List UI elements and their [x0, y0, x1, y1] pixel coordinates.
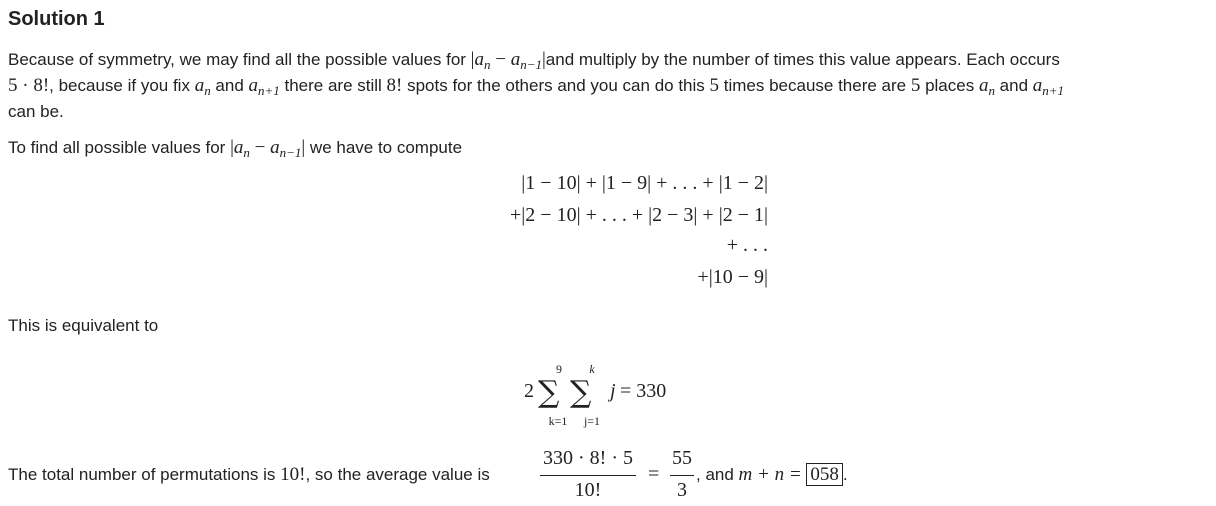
five-eight-factorial: 5 · 8! — [8, 75, 50, 96]
text: there are still — [279, 76, 387, 95]
final-text-1 — [8, 462, 490, 488]
fraction-2-numerator: 55 — [672, 447, 692, 469]
text: , and — [696, 465, 739, 484]
coefficient-two: 2 — [524, 380, 534, 402]
sub-n: n — [204, 83, 211, 98]
abs-bar: | — [301, 137, 306, 158]
text: and multiply by the number of times this value appears. Each occurs — [545, 50, 1060, 69]
sub-n-plus-1: n+1 — [258, 83, 280, 98]
var-a: a — [1032, 75, 1043, 96]
sum-body-j: j — [610, 380, 616, 402]
solution-title: Solution 1 — [8, 8, 105, 30]
sum-result: = 330 — [620, 380, 667, 402]
final-text-2 — [696, 462, 848, 488]
paragraph-3: This is equivalent to — [8, 316, 159, 335]
sub-n: n — [243, 145, 250, 160]
sum-line-1: |1 − 10| + |1 − 9| + . . . + |1 − 2| — [521, 172, 768, 194]
eight-factorial: 8! — [386, 75, 403, 96]
minus: − — [249, 137, 271, 158]
var-a: a — [194, 75, 205, 96]
sigma-1: ∑ — [538, 375, 560, 410]
fraction-2-bar — [670, 475, 694, 476]
boxed-answer: 058 — [806, 463, 843, 486]
paragraph-1-line-2 — [8, 73, 1064, 104]
ten-factorial: 10! — [280, 464, 306, 485]
fraction-1-denominator: 10! — [574, 479, 602, 501]
text: , because if you fix — [49, 76, 195, 95]
text: To find all possible values for — [8, 138, 231, 157]
abs-bar: | — [230, 137, 234, 158]
sub-n-minus-1: n−1 — [520, 57, 542, 72]
period: . — [842, 465, 848, 484]
sigma-2: ∑ — [570, 375, 592, 410]
var-a: a — [474, 49, 484, 70]
equals-sign: = — [648, 463, 660, 485]
fraction-2-denominator: 3 — [677, 479, 687, 501]
paragraph-2 — [8, 135, 462, 166]
sum-lower-limit-2: j=1 — [583, 414, 601, 428]
sum-lower-limit-1: k=1 — [548, 414, 568, 428]
var-a: a — [248, 75, 258, 96]
text: and — [210, 76, 249, 95]
var-a: a — [233, 137, 244, 158]
abs-bar: | — [541, 49, 546, 70]
text: , so the average value is — [305, 465, 490, 484]
sum-line-3: + . . . — [726, 234, 768, 256]
fraction-1-numerator: 330 · 8! · 5 — [543, 447, 633, 469]
text: places — [920, 76, 979, 95]
fraction-1-bar — [540, 475, 636, 476]
abs-bar: | — [470, 49, 475, 70]
five: 5 — [709, 75, 720, 96]
sum-upper-limit-1: 9 — [556, 362, 562, 376]
text: we have to compute — [305, 138, 463, 157]
var-a: a — [510, 49, 521, 70]
minus: − — [490, 49, 511, 70]
var-a: a — [270, 137, 280, 158]
five: 5 — [910, 75, 921, 96]
sub-n: n — [988, 83, 995, 98]
m-plus-n: m + n = — [738, 464, 802, 485]
text: spots for the others and you can do this — [402, 76, 710, 95]
paragraph-1-line-3: can be. — [8, 102, 64, 121]
sum-upper-limit-2: k — [589, 362, 595, 376]
sub-n: n — [483, 57, 491, 72]
sum-line-2: +|2 − 10| + . . . + |2 − 3| + |2 − 1| — [510, 204, 768, 226]
sub-n-minus-1: n−1 — [279, 145, 302, 160]
text: times because there are — [719, 76, 911, 95]
text: and — [994, 76, 1033, 95]
text: Because of symmetry, we may find all the possible values for — [8, 50, 471, 69]
text: The total number of permutations is — [8, 465, 281, 484]
var-a: a — [978, 75, 989, 96]
sub-n-plus-1: n+1 — [1042, 83, 1065, 98]
sum-line-4: +|10 − 9| — [697, 266, 768, 288]
